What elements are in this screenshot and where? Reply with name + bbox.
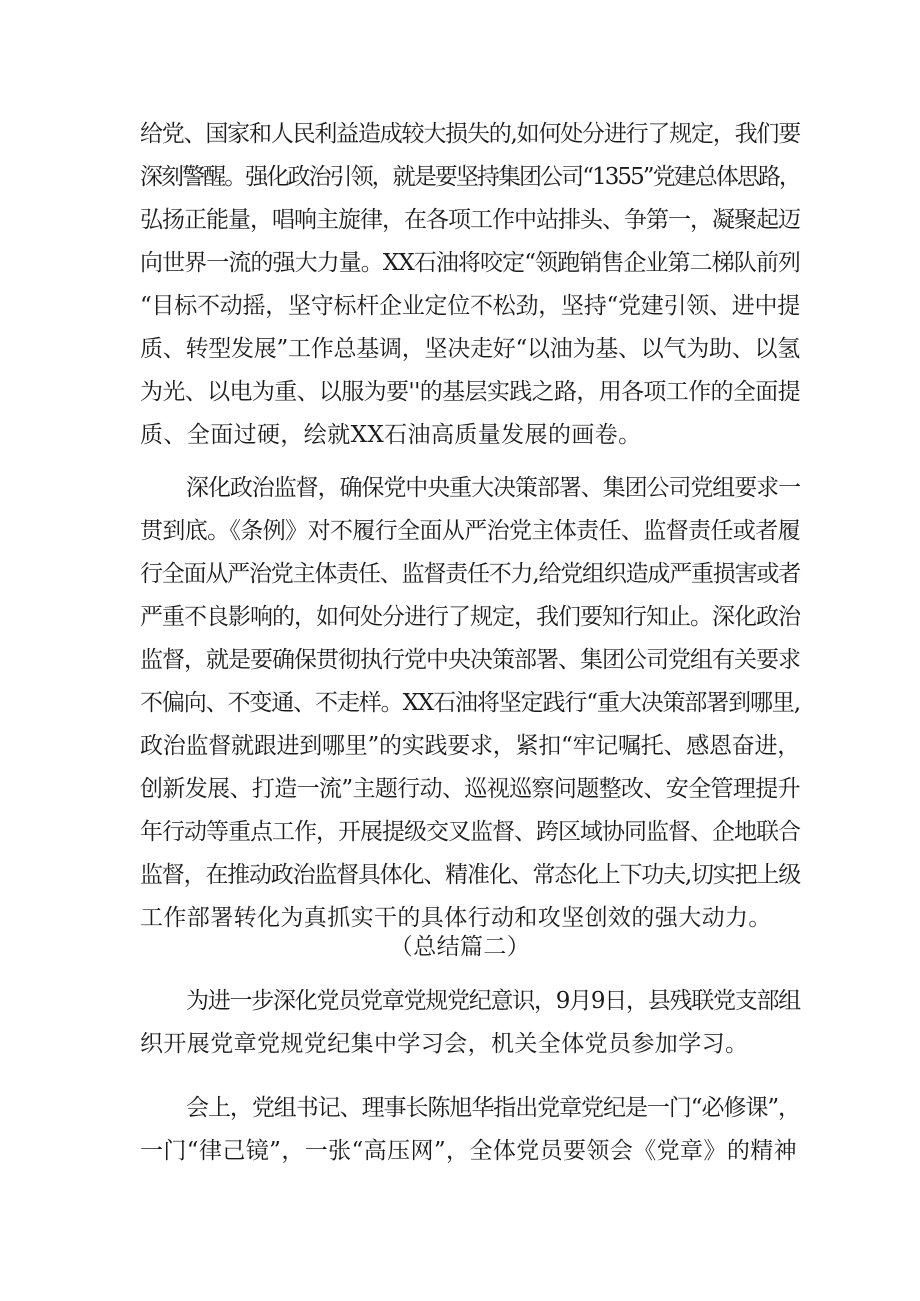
text-line: 行全面从严治党主体责任、监督责任不力,给党组织造成严重损害或者 (140, 561, 800, 587)
text-line: 深化政治监督，确保党中央重大决策部署、集团公司党组要求一 (186, 475, 800, 501)
text-line: 为进一步深化党员党章党规党纪意识，9月9日，县残联党支部组 (186, 988, 800, 1014)
text-line: 质、全面过硬，绘就XX石油高质量发展的画卷。 (140, 422, 642, 448)
text-line: 弘扬正能量，唱响主旋律，在各项工作中站排头、争第一，凝聚起迈 (140, 207, 800, 233)
text-line: 严重不良影响的，如何处分进行了规定，我们要知行知止。深化政治 (140, 604, 800, 630)
text-line: 为光、以电为重、以服为要''的基层实践之路，用各项工作的全面提 (140, 379, 800, 405)
text-line: 不偏向、不变通、不走样。XX石油将坚定践行“重大决策部署到哪里, (140, 690, 800, 716)
text-line: 监督，在推动政治监督具体化、精准化、常态化上下功夫,切实把上级 (140, 862, 800, 888)
section-heading: （总结篇二） (389, 934, 531, 960)
text-line: 工作部署转化为真抓实干的具体行动和攻坚创效的强大动力。 (140, 905, 772, 931)
text-line: 贯到底。《条例》对不履行全面从严治党主体责任、监督责任或者履 (140, 518, 801, 544)
text-line: 会上，党组书记、理事长陈旭华指出党章党纪是一门“必修课”， (186, 1095, 800, 1121)
text-line: 一门“律己镜”，一张“高压网”，全体党员要领会《党章》的精神 (140, 1138, 798, 1164)
text-line: “目标不动摇，坚守标杆企业定位不松劲，坚持“党建引领、进中提 (140, 293, 800, 319)
text-line: 创新发展、打造一流”主题行动、巡视巡察问题整改、安全管理提升 (140, 776, 800, 802)
text-line: 深刻警醒。强化政治引领，就是要坚持集团公司“1355”党建总体思路， (140, 164, 800, 190)
text-line: 政治监督就跟进到哪里”的实践要求，紧扣“牢记嘱托、感恩奋进， (140, 733, 800, 759)
text-line: 给党、国家和人民利益造成较大损失的,如何处分进行了规定，我们要 (140, 121, 800, 147)
text-line: 年行动等重点工作，开展提级交叉监督、跨区域协同监督、企地联合 (140, 819, 800, 845)
text-line: 监督，就是要确保贯彻执行党中央决策部署、集团公司党组有关要求 (140, 647, 800, 673)
text-line: 质、转型发展”工作总基调，坚决走好“以油为基、以气为助、以氢 (140, 336, 800, 362)
text-line: 向世界一流的强大力量。XX石油将咬定“领跑销售企业第二梯队前列 (140, 250, 801, 276)
text-line: 织开展党章党规党纪集中学习会，机关全体党员参加学习。 (140, 1031, 749, 1057)
